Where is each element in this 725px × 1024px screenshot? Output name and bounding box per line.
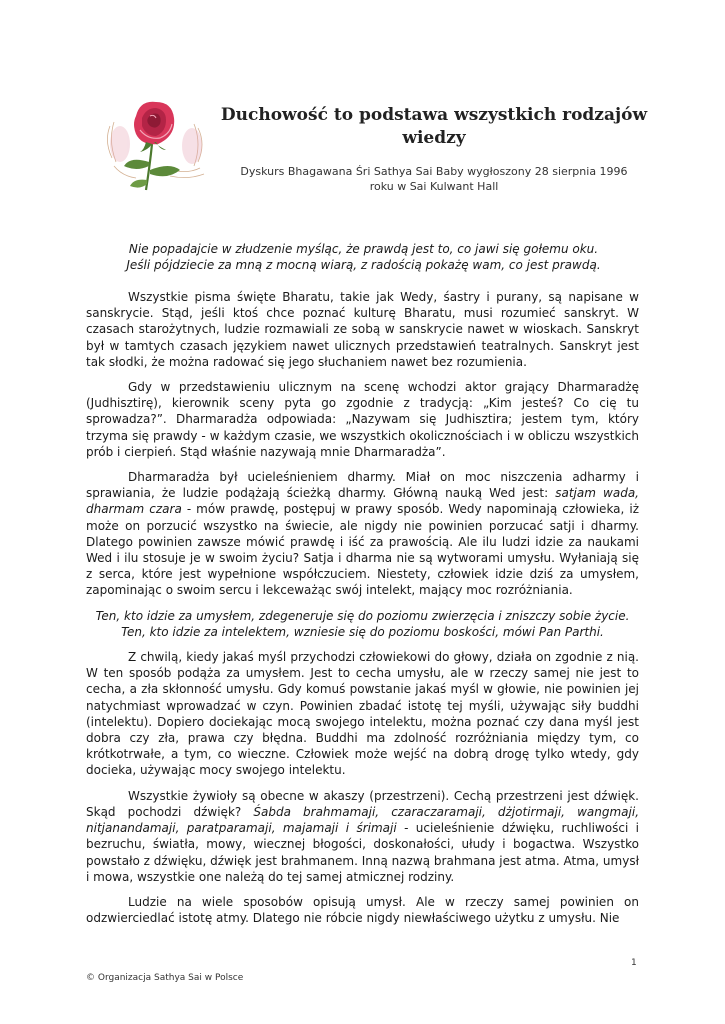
paragraph-3-text-b: - mów prawdę, postępuj w prawy sposób. Wedy napominają człowieka, iż może on porzucić wszystko na świecie, ale nigdy nie powinien porzucać satji i dharmy. Dlatego powinien zawsze mówić prawdę i iść za prawością. Ale ilu ludzi idzie za naukami Wed i ilu stosuje je w swoim życiu? Satja i dharma nie są wytworami umysłu. Wyłaniają się z serca, które jest wypełnione współczuciem. Niestety, człowiek idzie dziś za umysłem, zapominając o swoim sercu i lekceważąc swój intelekt, mający moc rozróżniania. xyxy=(86,502,639,598)
quote-line-2: Ten, kto idzie za intelektem, wzniesie się do poziomu boskości, mówi Pan Parthi. xyxy=(121,624,604,639)
paragraph-5 xyxy=(86,788,639,885)
discourse-subtitle xyxy=(220,164,648,194)
paragraph-4: Z chwilą, kiedy jakaś myśl przychodzi człowiekowi do głowy, działa on zgodnie z nią. W ten sposób podąża za umysłem. Jest to cecha umysłu, ale w rzeczy samej nie jest to cecha, a zła skłonność umysłu. Gdy komuś powstanie jakaś myśl w głowie, nie powinien jej natychmiast wprowadzać w czyn. Powinien zbadać istotę tej myśli, używając siły buddhi (intelektu). Dopiero dociekając mocą swojego intelektu, można poznać czy dana myśl jest dobra czy zła, prawa czy błędna. Buddhi ma zdolność rozróżniania między tym, co krótkotrwałe, a tym, co wieczne. Człowiek może wejść na dobrą drogę tylko wtedy, gdy docieka, używając mocy swojego intelektu. xyxy=(86,650,639,778)
quote-line-1: Ten, kto idzie za umysłem, zdegeneruje się do poziomu zwierzęcia i zniszczy sobie życie. xyxy=(95,608,630,623)
page-title xyxy=(220,104,648,150)
paragraph-5-italic: Śabda brahmamaji, czaraczaramaji, dżjotirmaji, wangmaji, nitjanandamaji, paratparamaji, majamaji i śrimaji xyxy=(86,804,640,836)
title-line-1: Duchowość to podstawa wszystkich rodzajów xyxy=(220,105,648,125)
motto-quote xyxy=(86,241,641,273)
paragraph-1: Wszystkie pisma święte Bharatu, takie jak Wedy, śastry i purany, są napisane w sanskrycie. Stąd, jeśli ktoś chce poznać kulturę Bharatu, musi rozumieć sanskryt. W czasach starożytnych, ludzie rozmawiali ze sobą w sanskrycie nawet w wioskach. Sanskryt był w tamtych czasach językiem nawet ulicznych przedstawień teatralnych. Sanskryt jest tak słodki, że można radować się jego słuchaniem nawet bez rozumienia. xyxy=(86,290,639,369)
paragraph-6: Ludzie na wiele sposobów opisują umysł. Ale w rzeczy samej powinien on odzwierciedlać istotę atmy. Dlatego nie róbcie nigdy niewłaściwego użytku z umysłu. Nie xyxy=(86,894,639,926)
paragraph-5-text-b: - ucieleśnienie dźwięku, ruchliwości i bezruchu, światła, mowy, wiecznej błogości, doskonałości, ułudy i bogactwa. Wszystko powstało z dźwięku, dźwięk jest brahmanem. Inną nazwą brahmana jest atma. Atma, umysł i mowa, wszystkie one należą do tej samej atmicznej rodziny. xyxy=(86,821,640,884)
motto-line-1: Nie popadajcie w złudzenie myśląc, że prawdą jest to, co jawi się gołemu oku. xyxy=(128,242,599,256)
paragraph-3 xyxy=(86,469,639,599)
motto-line-2: Jeśli pójdziecie za mną z mocną wiarą, z radością pokażę wam, co jest prawdą. xyxy=(126,258,601,272)
subtitle-line-1: Dyskurs Bhagawana Śri Sathya Sai Baby wygłoszony 28 sierpnia 1996 xyxy=(240,165,628,178)
rose-flower-icon xyxy=(100,96,212,196)
title-line-2: wiedzy xyxy=(402,128,466,148)
parthi-quote xyxy=(86,608,639,640)
subtitle-line-2: roku w Sai Kulwant Hall xyxy=(369,180,499,193)
paragraph-3-text-a: Dharmaradża był ucieleśnieniem dharmy. Miał on moc niszczenia adharmy i sprawiania, że ludzie podążają ścieżką dharmy. Główną nauką Wed jest: xyxy=(86,470,639,501)
paragraph-5-text-a: Wszystkie żywioły są obecne w akaszy (przestrzeni). Cechą przestrzeni jest dźwięk. Skąd pochodzi dźwięk? xyxy=(86,788,639,819)
footer-copyright: © Organizacja Sathya Sai w Polsce xyxy=(86,973,244,983)
page-number: 1 xyxy=(631,958,637,968)
paragraph-2: Gdy w przedstawieniu ulicznym na scenę wchodzi aktor grający Dharmaradżę (Judhisztirę), kierownik sceny pyta go zgodnie z tradycją: „Kim jesteś? Co cię tu sprowadza?”. Dharmaradża odpowiada: „Nazywam się Judhisztira; jestem tym, który trzyma się prawdy - w każdym czasie, we wszystkich okolicznościach i w obliczu wszystkich prób i cierpień. Stąd właśnie nazywają mnie Dharmaradża”. xyxy=(86,380,639,459)
paragraph-3-italic: satjam wada, dharmam czara xyxy=(86,486,639,517)
discourse-body xyxy=(86,289,639,935)
